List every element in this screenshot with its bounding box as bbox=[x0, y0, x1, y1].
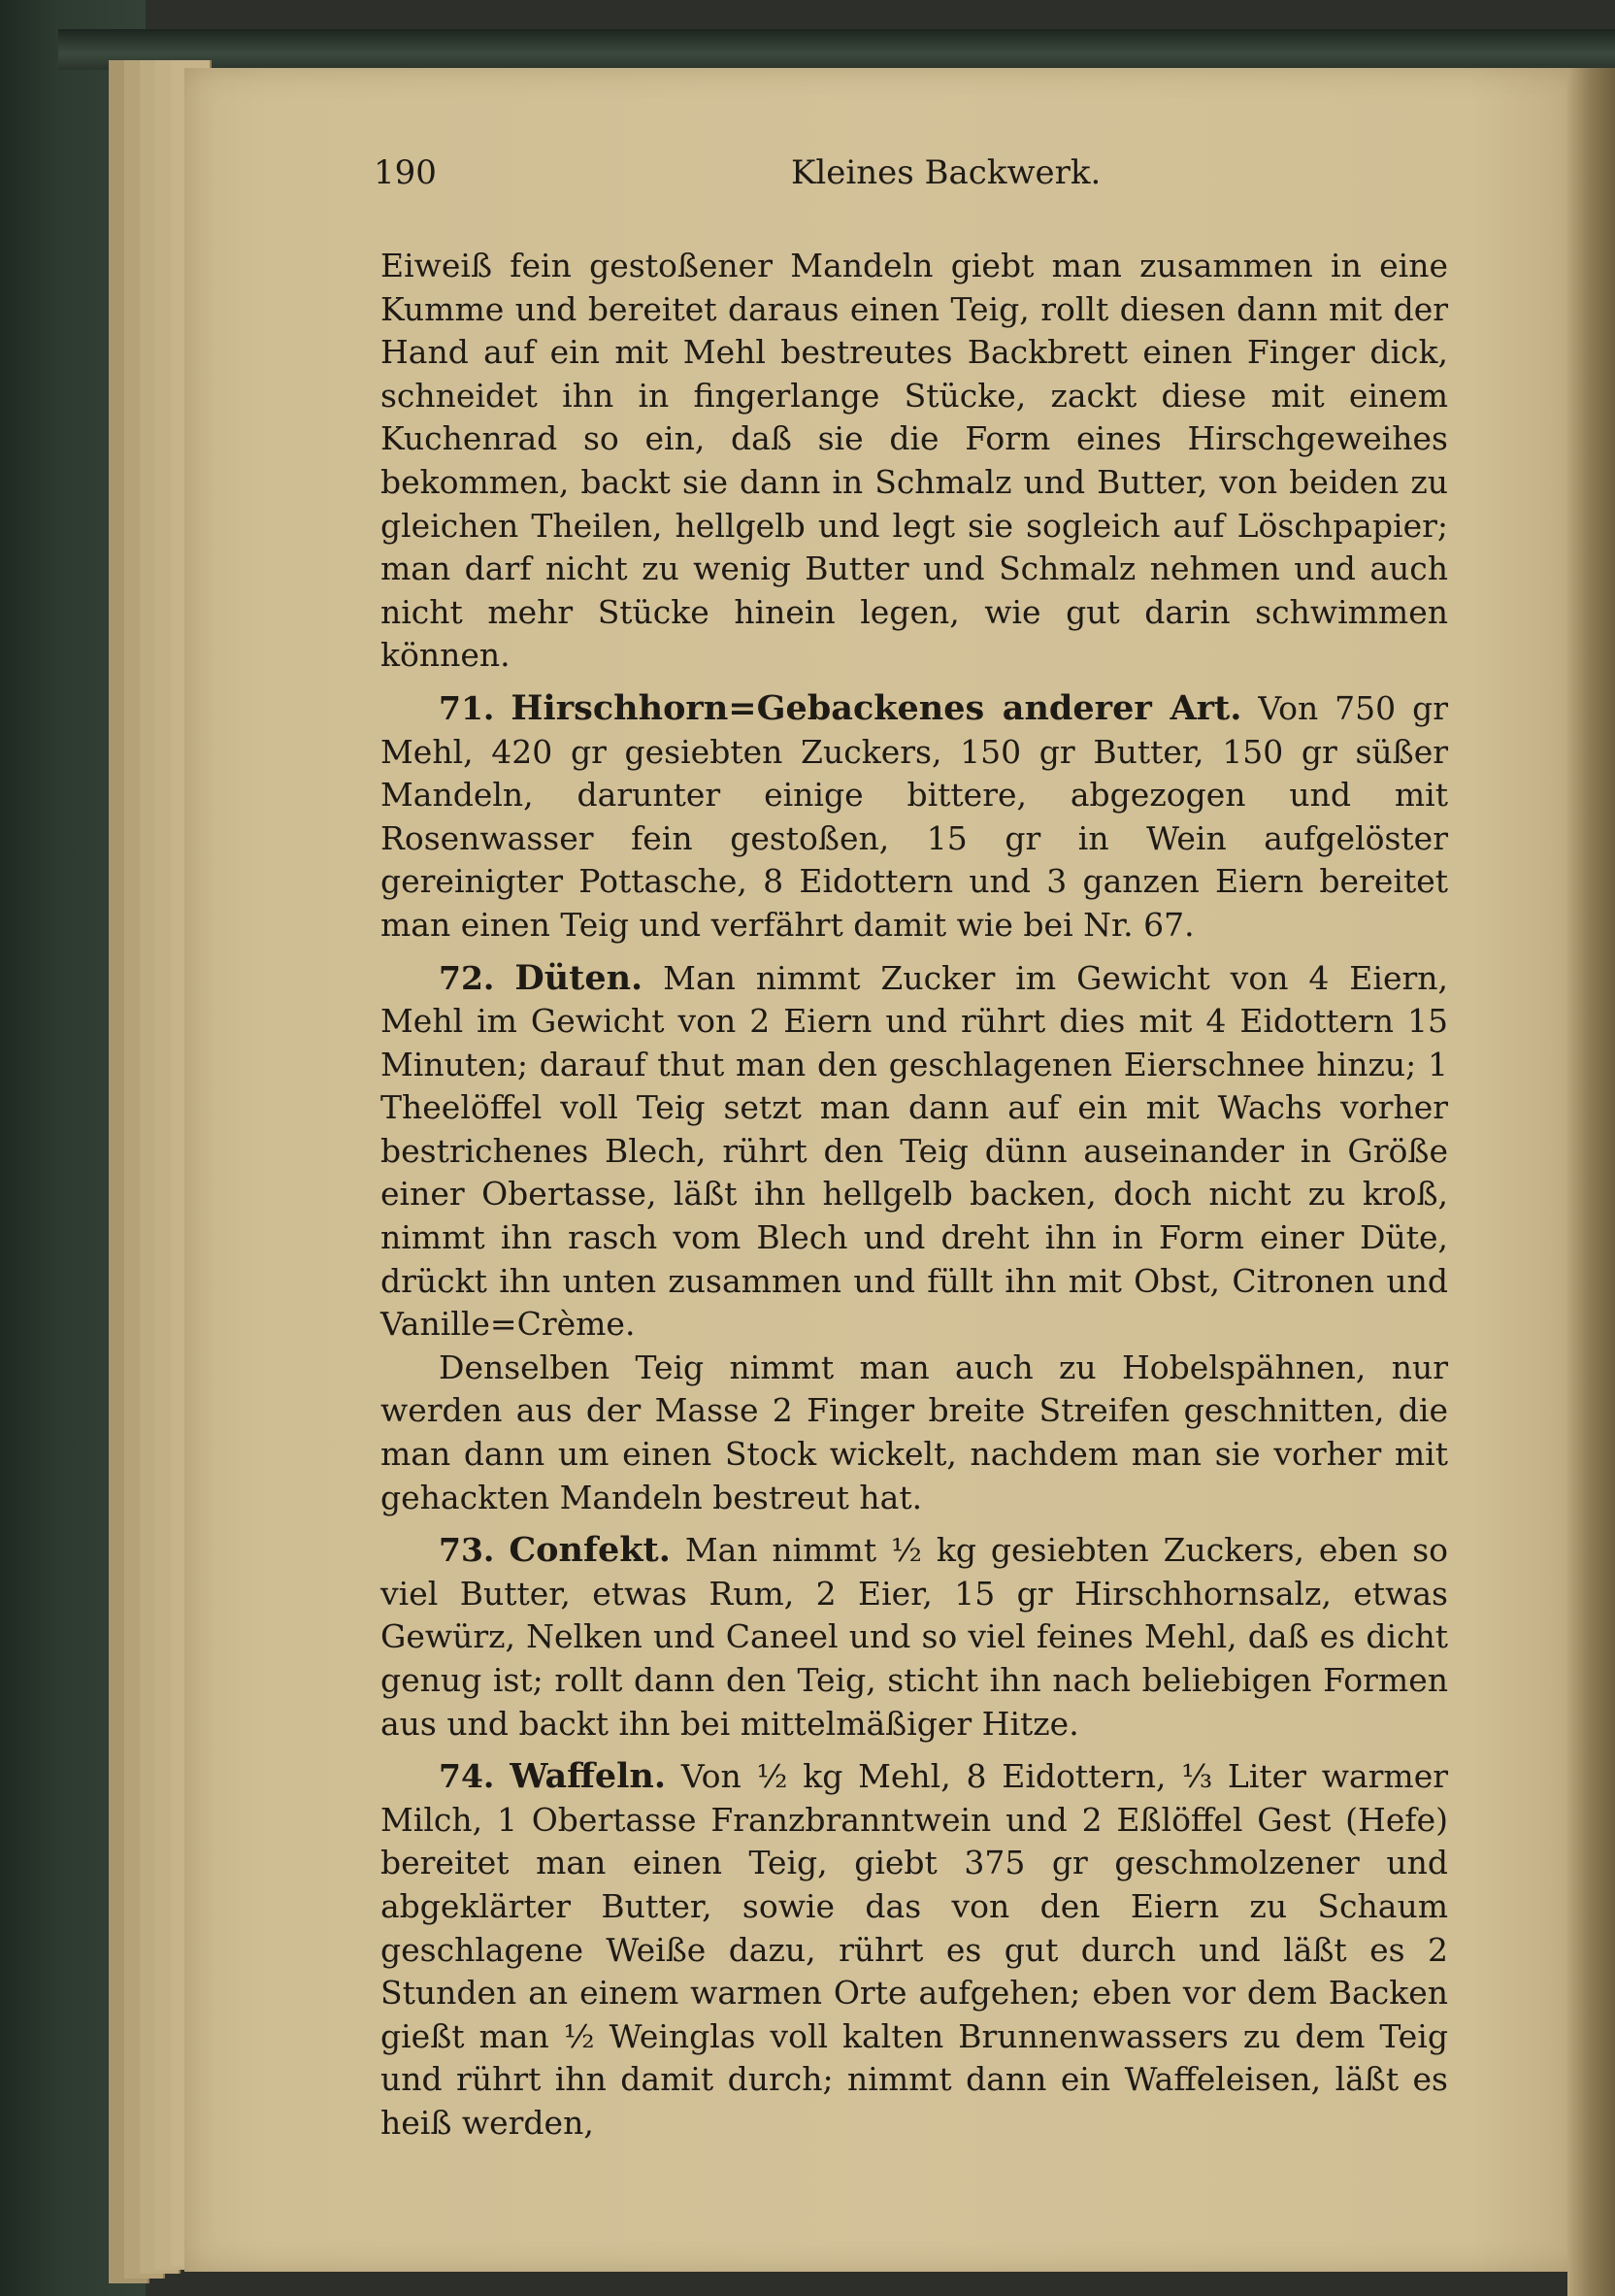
recipe-title: Confekt. bbox=[509, 1530, 671, 1571]
intro-paragraph: Eiweiß fein gestoßener Mandeln giebt man zusammen in eine Kumme und bereitet daraus einen Teig, rollt diesen dann mit der Hand auf ein mit Mehl bestreutes Backbrett einen Finger dick, schneidet ihn in fingerlange Stücke, zackt diese mit einem Kuchenrad so ein, daß sie die Form eines Hirschgeweihes bekommen, backt sie dann in Schmalz und Butter, von beiden zu gleichen Theilen, hellgelb und legt sie sogleich auf Löschpapier; man darf nicht zu wenig Butter und Schmalz nehmen und auch nicht mehr Stücke hinein legen, wie gut darin schwimmen können. bbox=[380, 247, 1448, 675]
recipe-74 bbox=[380, 1755, 1448, 2145]
recipe-text: Von 750 gr Mehl, 420 gr gesiebten Zuckers, 150 gr Butter, 150 gr süßer Mandeln, darunter einige bittere, abgezogen und mit Rosenwasser fein gestoßen, 15 gr in Wein aufgelöster gereinigter Pottasche, 8 Eidottern und 3 ganzen Eiern bereitet man einen Teig und verfährt damit wie bei Nr. 67. bbox=[380, 688, 1448, 944]
recipe-number: 74. bbox=[439, 1757, 495, 1796]
recipe-text: Man nimmt ½ kg gesiebten Zuckers, eben so viel Butter, etwas Rum, 2 Eier, 15 gr Hirschhornsalz, etwas Gewürz, Nelken und Caneel und so viel feines Mehl, daß es dicht genug ist; rollt dann den Teig, sticht ihn nach beliebigen Formen aus und backt ihn bei mittelmäßiger Hitze. bbox=[380, 1531, 1449, 1743]
book-gutter bbox=[1567, 68, 1615, 2296]
recipe-number: 72. bbox=[439, 958, 495, 997]
recipe-number: 73. bbox=[439, 1531, 495, 1570]
recipe-72-continuation: Denselben Teig nimmt man auch zu Hobelspähnen, nur werden aus der Masse 2 Finger breite Streifen geschnitten, die man dann um einen Stock wickelt, nachdem man sie vorher mit gehackten Mandeln bestreut hat. bbox=[380, 1348, 1448, 1516]
page-number: 190 bbox=[374, 153, 437, 192]
running-header bbox=[374, 153, 1451, 196]
recipe-number: 71. bbox=[439, 688, 495, 727]
running-title: Kleines Backwerk. bbox=[791, 153, 1102, 192]
recipe-text: Von ½ kg Mehl, 8 Eidottern, ⅓ Liter warmer Milch, 1 Obertasse Franzbranntwein und 2 Eßlöffel Gest (Hefe) bereitet man einen Teig, giebt 375 gr geschmolzener und abgeklärter Butter, sowie das von den Eiern zu Schaum geschlagene Weiße dazu, rührt es gut durch und läßt es 2 Stunden an einem warmen Orte aufgehen; eben vor dem Backen gießt man ½ Weinglas voll kalten Brunnenwassers zu dem Teig und rührt ihn damit durch; nimmt dann ein Waffeleisen, läßt es heiß werden, bbox=[380, 1757, 1449, 2142]
recipe-72 bbox=[380, 957, 1448, 1347]
recipe-title: Waffeln. bbox=[510, 1756, 667, 1797]
recipe-text: Man nimmt Zucker im Gewicht von 4 Eiern, Mehl im Gewicht von 2 Eiern und rührt dies mit 4 Eidottern 15 Minuten; darauf thut man den geschlagenen Eierschnee hinzu; 1 Theelöffel voll Teig setzt man dann auf ein mit Wachs vorher bestrichenes Blech, rührt den Teig dünn auseinander in Größe einer Obertasse, läßt ihn hellgelb backen, doch nicht zu kroß, nimmt ihn rasch vom Blech und dreht ihn in Form einer Düte, drückt ihn unten zusammen und füllt ihn mit Obst, Citronen und Vanille=Crème. bbox=[380, 958, 1448, 1344]
book-cover-top-edge bbox=[58, 29, 1615, 70]
recipe-title: Düten. bbox=[514, 957, 643, 998]
recipe-71 bbox=[380, 687, 1448, 948]
page-body bbox=[380, 245, 1448, 2146]
recipe-73 bbox=[380, 1529, 1448, 1746]
recipe-title: Hirschhorn=Gebackenes anderer Art. bbox=[511, 687, 1242, 728]
